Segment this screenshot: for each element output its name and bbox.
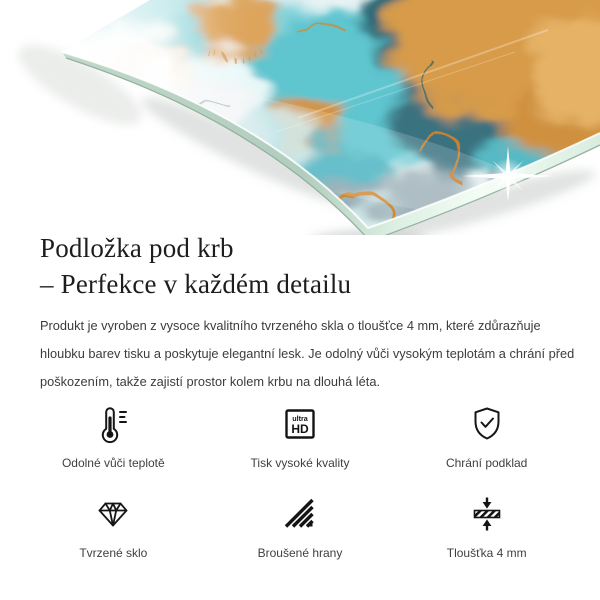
feature-polished-edges — [207, 494, 394, 560]
feature-protects-floor — [393, 404, 580, 470]
feature-heat-resistant — [20, 404, 207, 470]
feature-thickness — [393, 494, 580, 560]
product-description: Produkt je vyroben z vysoce kvalitního tvrzeného skla o tloušťce 4 mm, které zdůrazňuje hloubku barev tisku a poskytuje elegantní lesk. Je odolný vůči vysokým teplotám a chrání před poškozením, takže zajistí prostor kolem krbu na dlouhá léta. — [40, 318, 575, 389]
ultra-hd-icon — [280, 404, 320, 444]
thermometer-icon — [93, 404, 133, 444]
thickness-icon — [467, 494, 507, 534]
feature-label: Chrání podklad — [445, 456, 528, 470]
page-title-line1: Podložka pod krb — [40, 233, 234, 263]
page-title — [40, 230, 580, 302]
ultra-hd-icon-text-top: ultra — [292, 414, 308, 423]
glass-panel-image — [0, 0, 600, 235]
feature-grid — [20, 404, 580, 560]
feature-label: Odolné vůči teplotě — [61, 456, 165, 470]
feature-print-quality — [207, 404, 394, 470]
product-text-section — [40, 230, 580, 396]
page-title-line2: – Perfekce v každém detailu — [40, 269, 352, 299]
feature-label: Broušené hrany — [257, 546, 343, 560]
feature-tempered-glass — [20, 494, 207, 560]
feature-label: Tisk vysoké kvality — [250, 456, 350, 470]
product-photo — [0, 0, 600, 235]
feature-label: Tloušťka 4 mm — [446, 546, 527, 560]
diamond-icon — [93, 494, 133, 534]
beveled-edges-icon — [280, 494, 320, 534]
feature-label: Tvrzené sklo — [79, 546, 148, 560]
shield-check-icon — [467, 404, 507, 444]
ultra-hd-icon-text-bottom: HD — [291, 422, 309, 436]
